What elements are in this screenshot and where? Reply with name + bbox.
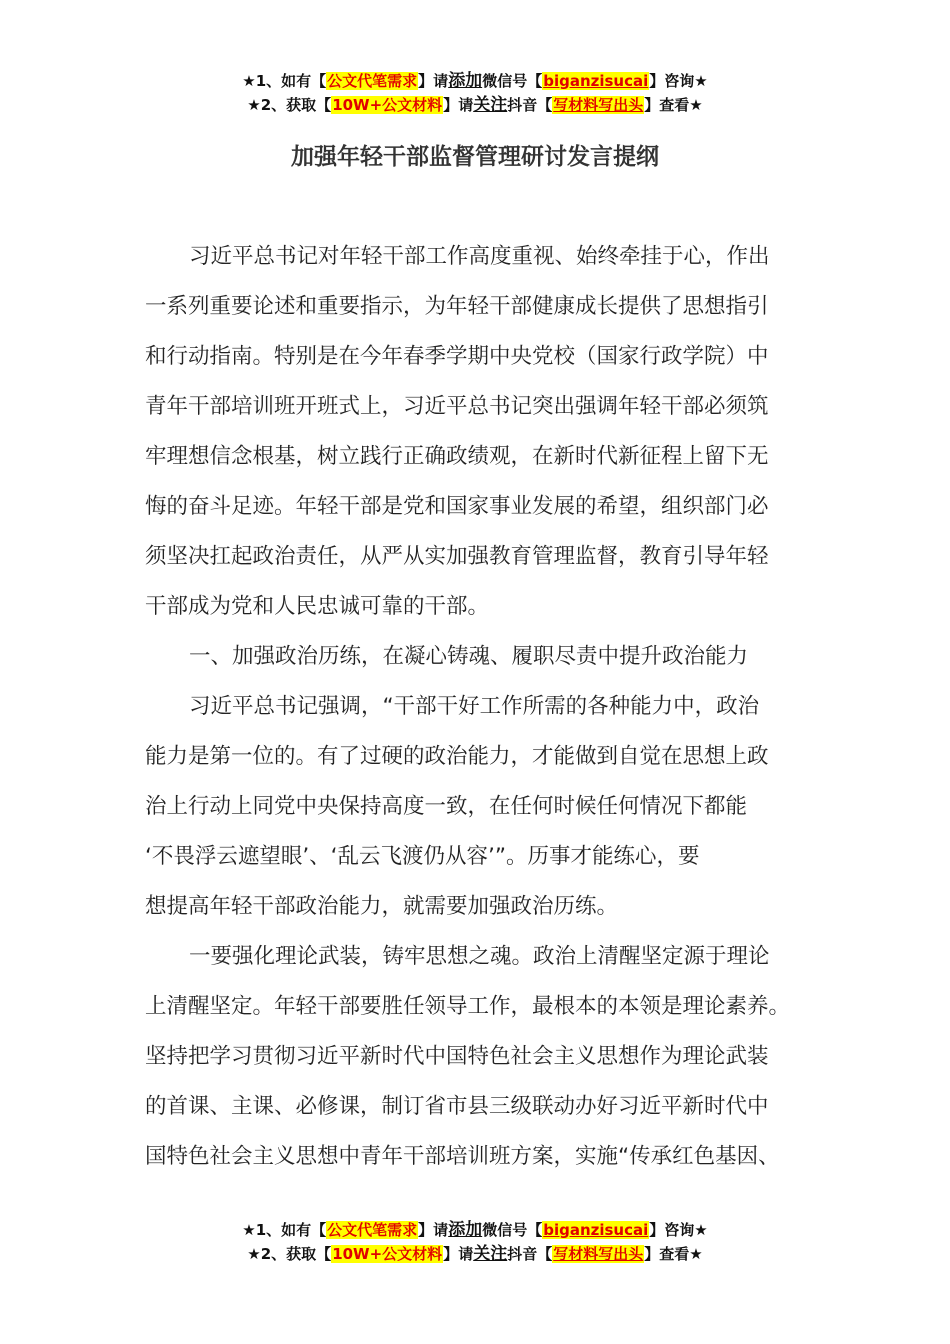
document-title: 加强年轻干部监督管理研讨发言提纲: [291, 144, 659, 170]
promo-banner-top: [0, 69, 950, 117]
section-heading: 一、加强政治历练，在凝心铸魂、履职尽责中提升政治能力: [189, 644, 749, 669]
body-line: 想提高年轻干部政治能力，就需要加强政治历练。: [145, 894, 619, 919]
body-line: 须坚决扛起政治责任，从严从实加强教育管理监督，教育引导年轻: [145, 544, 769, 569]
body-line: 上清醒坚定。年轻干部要胜任领导工作，最根本的本领是理论素养。: [145, 994, 791, 1019]
body-line: 悔的奋斗足迹。年轻干部是党和国家事业发展的希望，组织部门必: [145, 494, 769, 519]
body-line: 和行动指南。特别是在今年春季学期中央党校（国家行政学院）中: [145, 344, 769, 369]
body-line: 能力是第一位的。有了过硬的政治能力，才能做到自觉在思想上政: [145, 744, 769, 769]
body-line: 一要强化理论武装，铸牢思想之魂。政治上清醒坚定源于理论: [189, 944, 770, 969]
promo-line-2: ★2、获取【10W+公文材料】请关注抖音【写材料写出头】查看★: [247, 1244, 703, 1264]
body-line: 牢理想信念根基，树立践行正确政绩观，在新时代新征程上留下无: [145, 444, 769, 469]
promo-line-1: ★1、如有【公文代笔需求】请添加微信号【biganzisucai】咨询★: [242, 71, 708, 91]
body-line: 青年干部培训班开班式上，习近平总书记突出强调年轻干部必须筑: [145, 394, 769, 419]
wechat-id[interactable]: biganzisucai: [543, 1221, 649, 1239]
body-line: 坚持把学习贯彻习近平新时代中国特色社会主义思想作为理论武装: [145, 1044, 769, 1069]
body-line: 一系列重要论述和重要指示，为年轻干部健康成长提供了思想指引: [145, 294, 769, 319]
body-line: 干部成为党和人民忠诚可靠的干部。: [145, 594, 490, 619]
promo-line-2: ★2、获取【10W+公文材料】请关注抖音【写材料写出头】查看★: [247, 95, 703, 115]
douyin-account[interactable]: 写材料写出头: [553, 1245, 644, 1263]
document-body: [145, 232, 825, 1182]
body-line: ‘不畏浮云遮望眼’、‘乱云飞渡仍从容’”。历事才能练心，要: [145, 844, 700, 869]
wechat-id[interactable]: biganzisucai: [543, 72, 649, 90]
promo-banner-bottom: [0, 1218, 950, 1266]
body-line: 国特色社会主义思想中青年干部培训班方案，实施“传承红色基因、: [145, 1144, 780, 1169]
body-line: 的首课、主课、必修课，制订省市县三级联动办好习近平新时代中: [145, 1094, 769, 1119]
highlight-text: 公文代笔需求: [327, 72, 418, 90]
body-line: 习近平总书记对年轻干部工作高度重视、始终牵挂于心，作出: [189, 244, 770, 269]
body-line: 治上行动上同党中央保持高度一致，在任何时候任何情况下都能: [145, 794, 748, 819]
promo-line-1: ★1、如有【公文代笔需求】请添加微信号【biganzisucai】咨询★: [242, 1220, 708, 1240]
body-line: 习近平总书记强调，“干部干好工作所需的各种能力中，政治: [189, 694, 760, 719]
douyin-account[interactable]: 写材料写出头: [553, 96, 644, 114]
